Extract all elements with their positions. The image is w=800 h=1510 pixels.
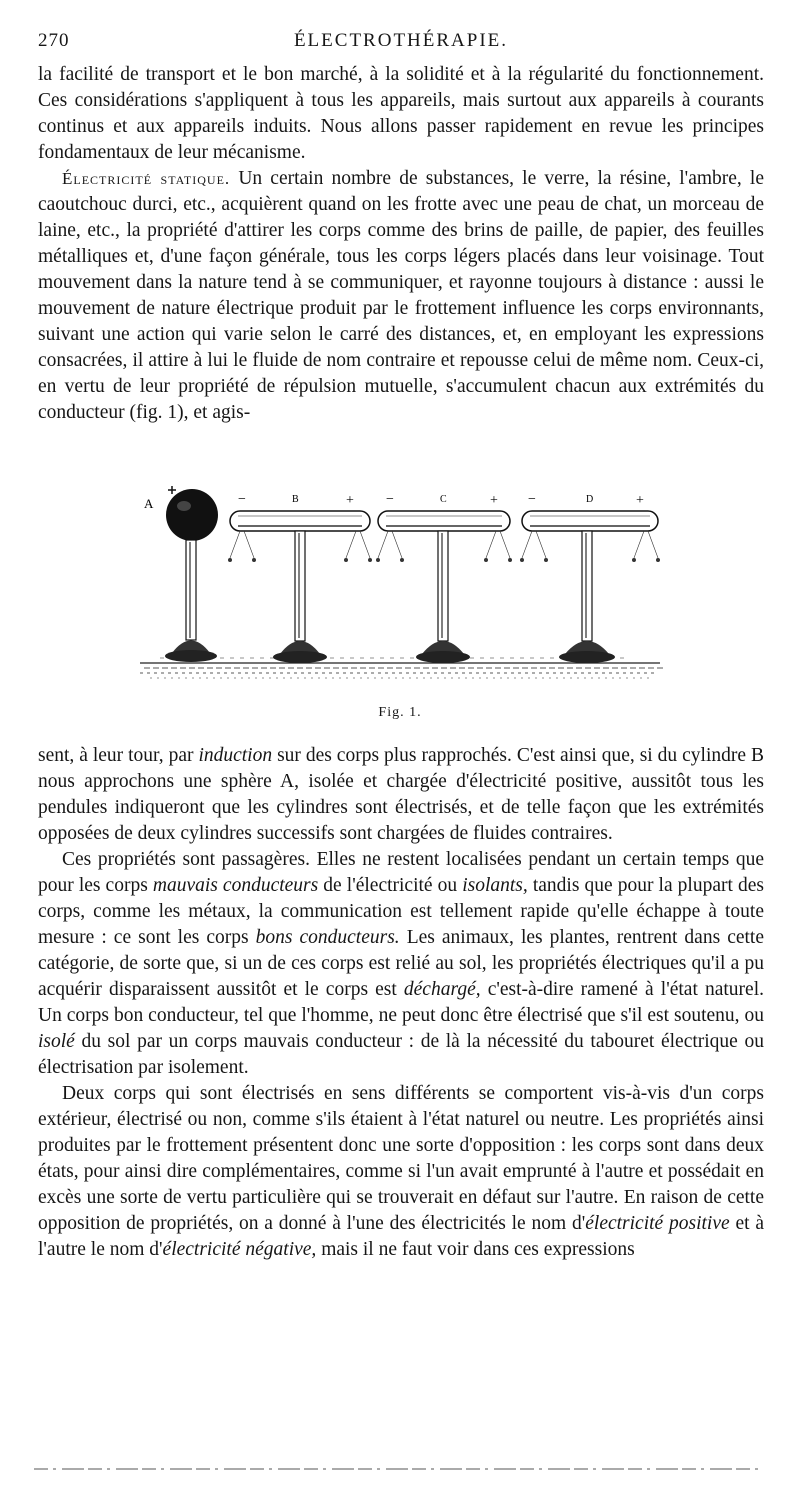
cylinder-c (376, 511, 512, 663)
text-block-top (38, 62, 764, 426)
label-cylinder-b: B (292, 494, 299, 505)
label-cylinder-c: C (440, 494, 447, 505)
sign-d-plus: + (636, 493, 644, 508)
text-block-bottom (38, 743, 764, 1263)
sign-d-minus: − (528, 492, 536, 507)
page-header (38, 30, 764, 56)
figure-caption: Fig. 1. (378, 705, 422, 720)
sign-c-minus: − (386, 492, 394, 507)
cylinder-b (228, 511, 372, 663)
label-sphere-a: A (144, 496, 154, 511)
charged-sphere-a (165, 486, 218, 662)
sign-b-plus: + (346, 493, 354, 508)
figure-1-illustration (130, 478, 670, 688)
label-cylinder-d: D (586, 494, 594, 505)
bottom-scan-artifact (34, 1466, 764, 1472)
sign-c-plus: + (490, 493, 498, 508)
sign-b-minus: − (238, 492, 246, 507)
cylinder-d (520, 511, 660, 663)
running-title: ÉLECTROTHÉRAPIE. (293, 30, 509, 51)
paragraph-induction: sent, à leur tour, par induction sur des corps plus rapprochés. C'est ainsi que, si du cylindre B nous approchons une sphère A, isolée et chargée d'électricité positive, aussitôt tous les pendules indiqueront que les cylindres sont électrisés, et de telle façon que les extrémités opposées de deux cylindres successifs sont chargées de fluides contraires. (38, 745, 764, 844)
paragraph-conducteurs: Ces propriétés sont passagères. Elles ne restent localisées pendant un certain temps que pour les corps mauvais conducteurs de l'électricité ou isolants, tandis que pour la plupart des corps, comme les métaux, la communication est tellement rapide qu'elle échappe à toute mesure : ce sont les corps bons conducteurs. Les animaux, les plantes, rentrent dans cette catégorie, de sorte que, si un de ces corps est relié au sol, les propriétés électriques qu'il a pu acquérir disparaissent aussitôt et le corps est déchargé, c'est-à-dire ramené à l'état naturel. Un corps bon conducteur, tel que l'homme, ne peut donc être électrisé que s'il est soutenu, ou isolé du sol par un corps mauvais conducteur : de là la nécessité du tabouret électrique ou électrisation par isolement. (38, 849, 765, 1078)
paragraph-electricite-statique: Électricité statique. Un certain nombre de substances, le verre, la résine, l'ambre, le caoutchouc durci, etc., acquièrent quand on les frotte avec une peau de chat, un morceau de laine, etc., la propriété d'attirer les corps comme des brins de paille, de papier, des feuilles métalliques et, d'une façon générale, tous les corps légers placés dans leur voisinage. Tout mouvement dans la nature tend à se communiquer, et rayonne toujours à distance : aussi le mouvement de nature électrique produit par le frottement influence les corps environnants, suivant une action qui varie selon le carré des distances, et, en employant les expressions consacrées, il attire à lui le fluide de nom contraire et repousse celui de même nom. Ceux-ci, en vertu de leur propriété de répulsion mutuelle, s'accumulent chacun aux extrémités du conducteur (fig. 1), et agis- (38, 168, 765, 423)
section-heading: Électricité statique. (62, 169, 231, 188)
paragraph-electricites: Deux corps qui sont électrisés en sens différents se comportent vis-à-vis d'un corps extérieur, électrisé ou non, comme s'ils étaient à l'état naturel ou neutre. Les propriétés ainsi produites par le frottement présentent donc une sorte d'opposition : les corps sont dans deux états, pour ainsi dire complémentaires, comme si l'un avait emprunté à l'autre et possédait en excès une sorte de vertu particulière qui se trouverait en défaut sur l'autre. En raison de cette opposition de propriétés, on a donné à l'une des électricités le nom d'électricité positive et à l'autre le nom d'électricité négative, mais il ne faut voir dans ces expressions (38, 1083, 765, 1260)
page-number: 270 (38, 30, 70, 51)
paragraph-1: la facilité de transport et le bon marché, à la solidité et à la régularité du fonctionnement. Ces considérations s'appliquent à tous les appareils, mais surtout aux appareils à courants continus et aux appareils induits. Nous allons passer rapidement en revue les principes fondamentaux de leur mécanisme. (38, 64, 764, 163)
